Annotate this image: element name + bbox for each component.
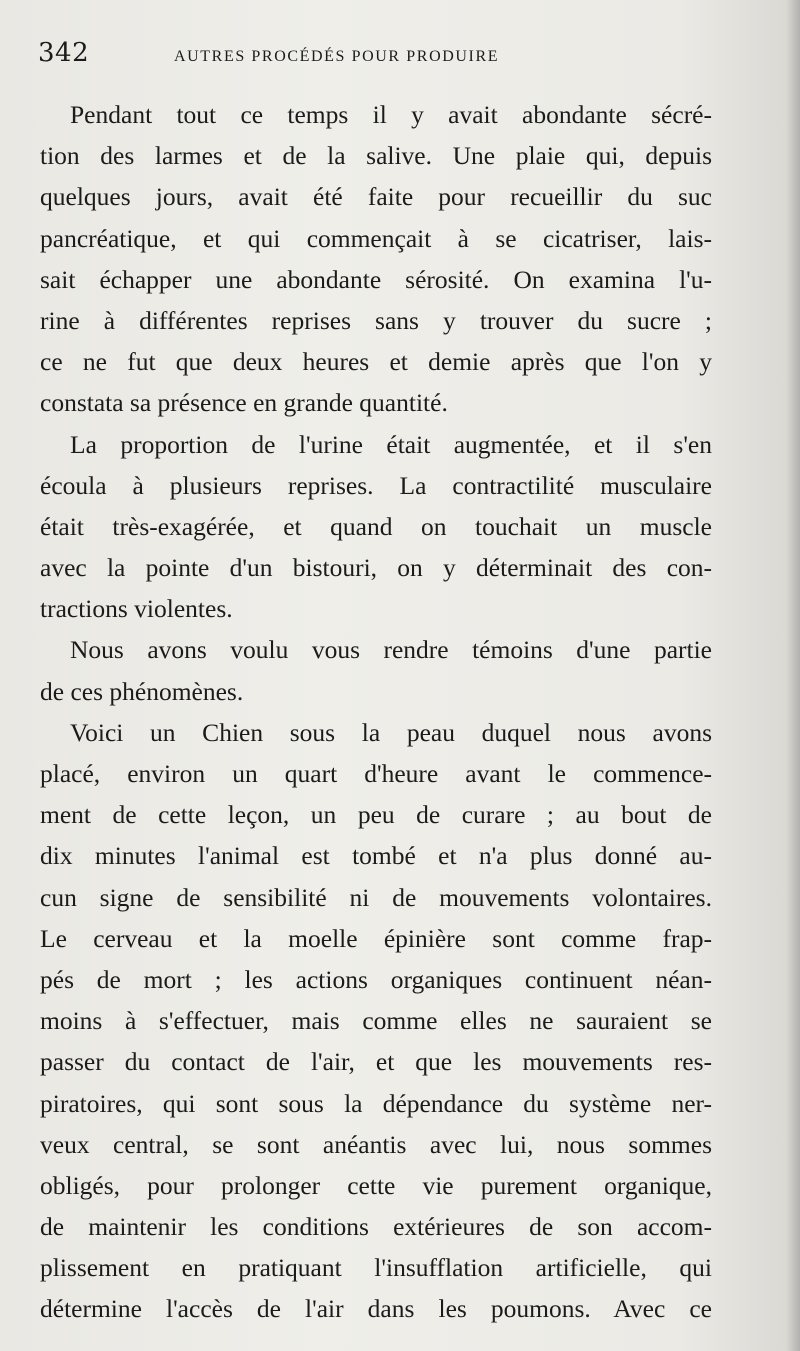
page-header bbox=[38, 38, 718, 78]
text-line: placé, environ un quart d'heure avant le commence- bbox=[40, 759, 712, 788]
text-line: dix minutes l'animal est tombé et n'a plus donné au- bbox=[40, 841, 712, 871]
paragraph bbox=[40, 712, 712, 1330]
paragraph bbox=[40, 629, 712, 711]
text-line: Pendant tout ce temps il y avait abondante sécré- bbox=[70, 100, 712, 129]
text-line: ment de cette leçon, un peu de curare ; au bout de bbox=[40, 800, 712, 830]
text-line: tion des larmes et de la salive. Une plaie qui, depuis bbox=[40, 141, 712, 171]
running-head: AUTRES PROCÉDÉS POUR PRODUIRE bbox=[174, 48, 500, 65]
text-line: Nous avons voulu vous rendre témoins d'une partie bbox=[70, 635, 712, 665]
text-line: ce ne fut que deux heures et demie après que l'on y bbox=[40, 347, 712, 377]
text-line: sait échapper une abondante sérosité. On examina l'u- bbox=[40, 264, 712, 294]
text-line: Voici un Chien sous la peau duquel nous avons bbox=[70, 717, 712, 747]
text-line: veux central, se sont anéantis avec lui, nous sommes bbox=[40, 1129, 712, 1159]
text-line: moins à s'effectuer, mais comme elles ne sauraient se bbox=[40, 1006, 712, 1036]
paragraph bbox=[40, 94, 712, 424]
text-line: était très-exagérée, et quand on touchait un muscle bbox=[40, 511, 712, 541]
text-line: détermine l'accès de l'air dans les poumons. Avec ce bbox=[40, 1294, 712, 1324]
text-line: Le cerveau et la moelle épinière sont comme frap- bbox=[40, 923, 712, 953]
text-line: de ces phénomènes. bbox=[40, 676, 244, 706]
text-line: constata sa présence en grande quantité. bbox=[40, 388, 448, 418]
text-line: obligés, pour prolonger cette vie purement organique, bbox=[40, 1170, 712, 1200]
text-line: La proportion de l'urine était augmentée, et il s'en bbox=[70, 429, 712, 459]
text-line: cun signe de sensibilité ni de mouvements volontaires. bbox=[40, 882, 712, 912]
text-line: piratoires, qui sont sous la dépendance du système ner- bbox=[40, 1088, 712, 1118]
paragraph bbox=[40, 424, 712, 630]
page-number: 342 bbox=[38, 38, 90, 68]
text-line: rine à différentes reprises sans y trouver du sucre ; bbox=[40, 305, 712, 335]
text-line: quelques jours, avait été faite pour recueillir du suc bbox=[40, 182, 712, 212]
text-line: de maintenir les conditions extérieures de son accom- bbox=[40, 1212, 712, 1242]
body-text bbox=[40, 94, 712, 1330]
page-edge-shadow bbox=[786, 0, 800, 1351]
text-line: pés de mort ; les actions organiques continuent néan- bbox=[40, 964, 712, 994]
text-line: écoula à plusieurs reprises. La contractilité musculaire bbox=[40, 470, 712, 500]
text-line: tractions violentes. bbox=[40, 594, 233, 624]
text-line: passer du contact de l'air, et que les mouvements res- bbox=[40, 1047, 712, 1077]
text-line: pancréatique, et qui commençait à se cicatriser, lais- bbox=[40, 223, 712, 253]
text-line: plissement en pratiquant l'insufflation artificielle, qui bbox=[40, 1253, 712, 1283]
text-line: avec la pointe d'un bistouri, on y déterminait des con- bbox=[40, 553, 712, 583]
